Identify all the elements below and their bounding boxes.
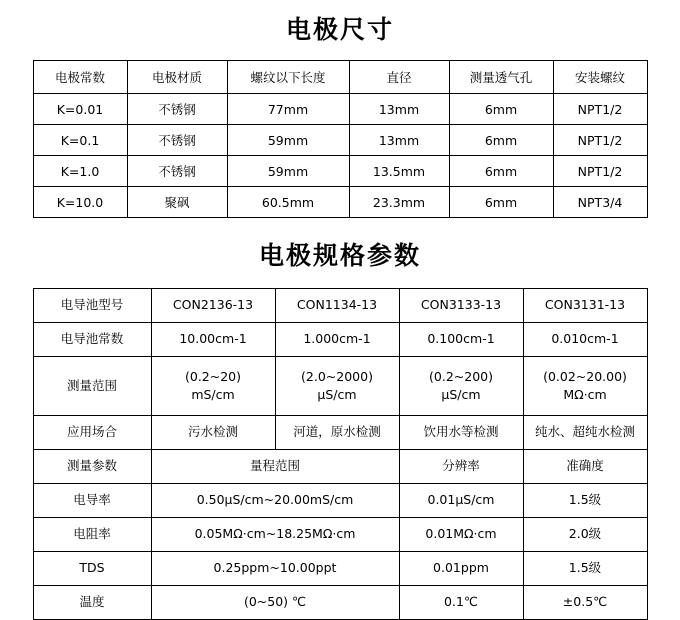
table-cell: 13mm	[349, 94, 449, 125]
table-cell: 6mm	[449, 187, 553, 218]
table-cell-line1: (0.02~20.00)	[543, 368, 627, 384]
table-cell: 2.0级	[523, 518, 647, 552]
column-header: 螺纹以下长度	[227, 61, 349, 94]
specs-table	[33, 288, 648, 620]
table-row	[33, 357, 647, 416]
specs-table-wrapper	[0, 288, 680, 620]
table-cell: CON3131-13	[523, 289, 647, 323]
table-cell: NPT1/2	[553, 125, 647, 156]
table-row	[33, 416, 647, 450]
page-title-specs: 电极规格参数	[258, 241, 421, 270]
table-row	[33, 586, 647, 620]
table-cell: 河道，原水检测	[275, 416, 399, 450]
table-cell: 0.50μS/cm~20.00mS/cm	[151, 484, 399, 518]
table-cell: 1.000cm-1	[275, 323, 399, 357]
row-label: TDS	[33, 552, 151, 586]
dimensions-table	[33, 60, 648, 218]
dimensions-table-wrapper	[0, 60, 680, 218]
table-cell-line1: (0.2~200)	[429, 368, 493, 384]
row-label: 电导池常数	[33, 323, 151, 357]
table-cell: 10.00cm-1	[151, 323, 275, 357]
table-row	[33, 450, 647, 484]
table-cell-line2: μS/cm	[317, 387, 357, 402]
table-header-row	[33, 61, 647, 94]
row-label: 电阻率	[33, 518, 151, 552]
table-cell: 60.5mm	[227, 187, 349, 218]
table-cell: 0.010cm-1	[523, 323, 647, 357]
row-label: 温度	[33, 586, 151, 620]
row-label: 测量参数	[33, 450, 151, 484]
table-cell: 0.1℃	[399, 586, 523, 620]
table-cell: 13.5mm	[349, 156, 449, 187]
table-row	[33, 94, 647, 125]
table-row	[33, 518, 647, 552]
table-cell	[275, 357, 399, 416]
table-cell: 6mm	[449, 125, 553, 156]
table-cell: NPT1/2	[553, 156, 647, 187]
table-cell: ±0.5℃	[523, 586, 647, 620]
page-title-dimensions: 电极尺寸	[285, 15, 394, 44]
table-row	[33, 125, 647, 156]
table-cell: 0.25ppm~10.00ppt	[151, 552, 399, 586]
table-row	[33, 552, 647, 586]
table-cell: CON1134-13	[275, 289, 399, 323]
column-header: 电极材质	[127, 61, 227, 94]
table-cell: K=1.0	[33, 156, 127, 187]
document-page	[0, 10, 680, 610]
table-cell: 纯水、超纯水检测	[523, 416, 647, 450]
table-row	[33, 323, 647, 357]
table-cell: 23.3mm	[349, 187, 449, 218]
table-cell-line2: μS/cm	[441, 387, 481, 402]
table-cell: (0~50) ℃	[151, 586, 399, 620]
row-label: 应用场合	[33, 416, 151, 450]
column-header: 测量透气孔	[449, 61, 553, 94]
table-cell: 59mm	[227, 125, 349, 156]
table-cell-line2: MΩ·cm	[563, 387, 607, 402]
row-label: 测量范围	[33, 357, 151, 416]
table-cell: 0.01μS/cm	[399, 484, 523, 518]
table-cell: 6mm	[449, 94, 553, 125]
table-cell: 1.5级	[523, 552, 647, 586]
table-cell: 准确度	[523, 450, 647, 484]
table-cell: 饮用水等检测	[399, 416, 523, 450]
table-cell: 0.01MΩ·cm	[399, 518, 523, 552]
table-cell	[523, 357, 647, 416]
table-cell: K=0.1	[33, 125, 127, 156]
table-cell: 77mm	[227, 94, 349, 125]
table-cell	[399, 357, 523, 416]
table-cell-line2: mS/cm	[191, 387, 235, 402]
table-cell: 13mm	[349, 125, 449, 156]
table-cell-line1: (2.0~2000)	[301, 368, 373, 384]
table-cell: 59mm	[227, 156, 349, 187]
table-cell: 量程范围	[151, 450, 399, 484]
row-label: 电导率	[33, 484, 151, 518]
table-cell: CON3133-13	[399, 289, 523, 323]
table-cell: 不锈钢	[127, 94, 227, 125]
table-row	[33, 187, 647, 218]
table-cell: 污水检测	[151, 416, 275, 450]
table-cell: 0.05MΩ·cm~18.25MΩ·cm	[151, 518, 399, 552]
table-cell	[151, 357, 275, 416]
table-cell: 不锈钢	[127, 156, 227, 187]
table-cell: NPT3/4	[553, 187, 647, 218]
table-cell: K=0.01	[33, 94, 127, 125]
table-cell: NPT1/2	[553, 94, 647, 125]
table-cell: 聚砜	[127, 187, 227, 218]
table-cell: 6mm	[449, 156, 553, 187]
table-cell: 0.01ppm	[399, 552, 523, 586]
table-cell: 不锈钢	[127, 125, 227, 156]
table-cell: 0.100cm-1	[399, 323, 523, 357]
table-row	[33, 484, 647, 518]
column-header: 安装螺纹	[553, 61, 647, 94]
row-label: 电导池型号	[33, 289, 151, 323]
table-cell: 分辨率	[399, 450, 523, 484]
column-header: 直径	[349, 61, 449, 94]
table-cell-line1: (0.2~20)	[184, 368, 241, 384]
table-row	[33, 156, 647, 187]
table-cell: 1.5级	[523, 484, 647, 518]
table-cell: CON2136-13	[151, 289, 275, 323]
table-cell: K=10.0	[33, 187, 127, 218]
table-row	[33, 289, 647, 323]
column-header: 电极常数	[33, 61, 127, 94]
